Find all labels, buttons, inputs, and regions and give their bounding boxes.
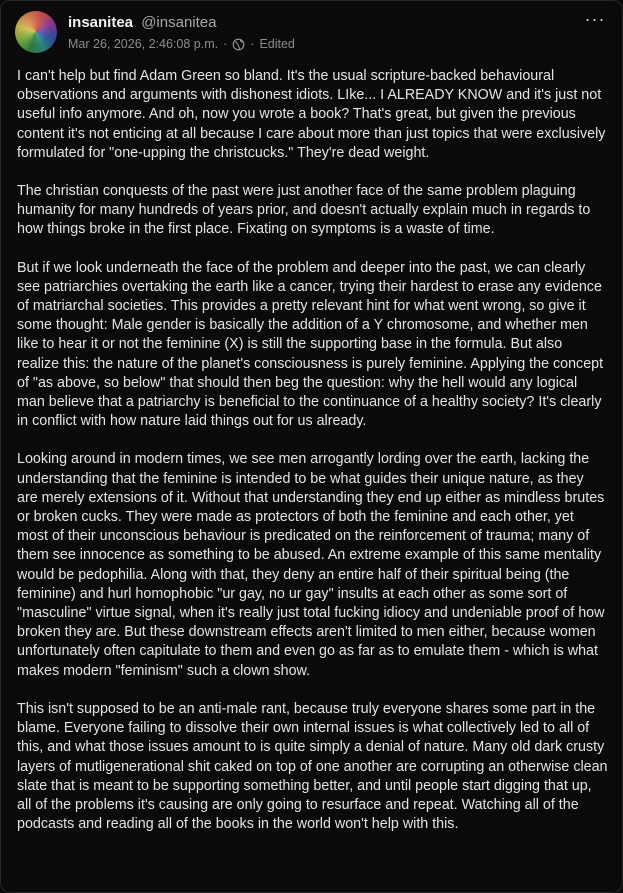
separator-dot: · (250, 37, 255, 51)
post-paragraph: This isn't supposed to be an anti-male rant, because truly everyone shares some part in the blame. Everyone failing to dissolve their own internal issues is what collectively led to all of this, and what those issues amount to is quite simply a denial of nature. Many old dark crusty layers of mutligenerational shit caked on top of one another are corrupting an otherwise clean slate that is meant to be supporting something better, and until people start digging that up, all of the problems it's causing are only going to resurface and repeat. Watching all of the podcasts and reading all of the books in the world won't help with this. (17, 700, 608, 833)
post-paragraph: I can't help but find Adam Green so bland. It's the usual scripture-backed behavioural observations and arguments with dishonest idiots. LIke... I ALREADY KNOW and it's just not useful info anymore. And oh, now you wrote a book? That's great, but given the previous content it's not enticing at all because I care about more than just topics that were exclusively formulated for "one-upping the christcucks." They're dead weight. (17, 68, 606, 161)
post-paragraph: But if we look underneath the face of the problem and deeper into the past, we can clearly see patriarchies overtaking the earth like a cancer, trying their hardest to erase any evidence of matriarchal societies. This provides a pretty relevant hint for what went wrong, so give it some thought: Male gender is basically the addition of a Y chromosome, and whether men like to hear it or not the feminine (X) is still the supporting base in the formula. But also realize this: the nature of the planet's consciousness is purely feminine. Applying the concept of "as above, so below" that should then beg the question: why the hell would any logical man believe that a patriarchy is beneficial to the continuance of a healthy society? It's clearly in conflict with how nature laid things out for us already. (17, 259, 604, 430)
post-body (17, 67, 608, 853)
more-options-button[interactable]: ··· (584, 9, 606, 29)
separator-dot: · (223, 37, 228, 51)
post-header (15, 11, 608, 55)
author-line (68, 14, 216, 32)
edited-label[interactable]: Edited (259, 37, 295, 51)
globe-icon (232, 38, 245, 51)
avatar[interactable] (15, 11, 57, 53)
post-paragraph: Looking around in modern times, we see men arrogantly lording over the earth, lacking the understanding that the feminine is intended to be what guides their unique nature, as they are merely extensions of it. Without that understanding they end up either as mindless brutes or broken cucks. They were made as protectors of both the feminine and each other, yet most of their unconscious behaviour is predicated on the reinforcement of trauma; many of them see innocence as something to be abused. An extreme example of this same mentality would be pedophilia. Along with that, they deny an entire half of their spiritual being (the feminine) and hurl homophobic "ur gay, no ur gay" insults at each other as some sort of "masculine" virtue signal, when it's really just total fucking idiocy and undeniable proof of how broken they are. But these downstream effects aren't limited to men either, because women unfortunately often capitulate to them and even go as far as to emulate them - which is what makes modern "feminism" such a clown show. (17, 451, 605, 679)
user-handle[interactable]: @insanitea (141, 14, 217, 31)
post-paragraph: The christian conquests of the past were just another face of the same problem plaguing humanity for many hundreds of years prior, and doesn't actually explain much in regards to how things broke in the first place. Fixating on symptoms is a waste of time. (17, 183, 591, 238)
post-meta (68, 36, 295, 52)
display-name[interactable]: insanitea (68, 14, 134, 31)
post-timestamp[interactable]: Mar 26, 2026, 2:46:08 p.m. (68, 37, 219, 51)
